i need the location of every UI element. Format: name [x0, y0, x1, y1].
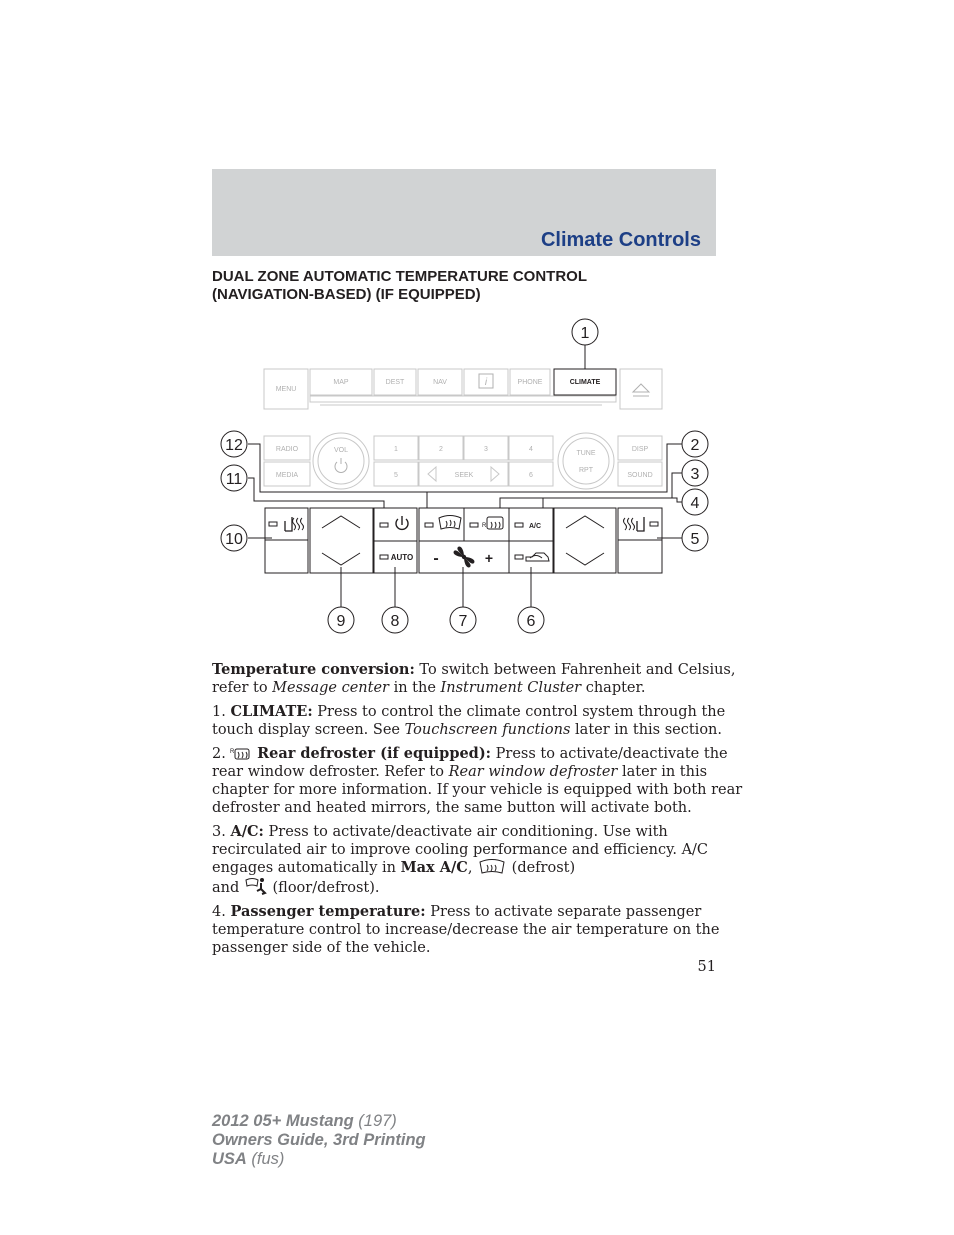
- front-defrost-button: [419, 508, 464, 541]
- footer-market-code: (fus): [246, 1150, 285, 1168]
- climate-label-text: CLIMATE:: [230, 703, 313, 720]
- footer-model: 2012 05+ Mustang: [212, 1112, 354, 1130]
- p1-text2: touch display screen. See: [212, 722, 405, 738]
- svg-text:10: 10: [225, 531, 243, 548]
- passenger-heated-seat-icon: [624, 517, 645, 531]
- svg-text:12: 12: [225, 437, 243, 454]
- rear-defrost-inline-letter: R: [230, 749, 235, 755]
- callout-10: [221, 525, 247, 551]
- vol-label: VOL: [333, 447, 349, 454]
- climate-panel: [265, 508, 662, 573]
- footer: [212, 1112, 426, 1169]
- front-defrost-icon: [439, 516, 461, 530]
- p2-text1: Press to activate/deactivate the: [491, 746, 728, 762]
- p0-text1: To switch between Fahrenheit and Celsius,: [414, 662, 736, 678]
- p3-text4: ,: [467, 860, 473, 876]
- fan-icon: [454, 547, 475, 568]
- passenger-temp-rocker: [554, 508, 616, 573]
- media-label: MEDIA: [275, 472, 299, 479]
- callout-7: [450, 607, 476, 633]
- nav-label: NAV: [433, 379, 447, 386]
- p3-text6: and: [212, 880, 240, 896]
- callout-6: [518, 607, 544, 633]
- callout-12: [221, 431, 247, 457]
- sound-label: SOUND: [627, 472, 653, 479]
- defrost-inline-icon: [477, 859, 507, 875]
- rear-defrost-indicator: [470, 523, 478, 527]
- ac-label-text: A/C:: [230, 823, 264, 840]
- tune-label: TUNE: [576, 450, 596, 457]
- disc-slot: [310, 396, 616, 402]
- max-ac-label: Max A/C: [400, 859, 468, 876]
- p3-number: 3.: [212, 824, 231, 840]
- instrument-cluster-ref: Instrument Cluster: [440, 680, 582, 696]
- passenger-temperature-label: Passenger temperature:: [230, 903, 426, 920]
- p3-text2: recirculated air to improve cooling performance and efficiency. A/C: [212, 842, 709, 858]
- p1-number: 1.: [212, 704, 231, 720]
- svg-text:2: 2: [690, 437, 700, 454]
- recirculation-icon: [526, 553, 549, 561]
- power-icon-radio: [335, 458, 347, 472]
- map-label: MAP: [333, 379, 349, 386]
- footer-guide: Owners Guide, 3rd Printing: [212, 1131, 426, 1149]
- rear-defrost-inline-icon: [230, 747, 252, 761]
- p3-text7: (floor/defrost).: [272, 880, 380, 896]
- recirculation-indicator: [515, 555, 523, 559]
- p2-text3: later in this: [617, 764, 708, 780]
- heated-seat-icon: [285, 517, 304, 531]
- rear-defrost-icon: [487, 517, 503, 529]
- p3-text5: (defrost): [511, 860, 576, 876]
- footer-model-code: (197): [353, 1112, 397, 1130]
- floor-defrost-inline-icon: [244, 877, 268, 895]
- info-icon-glyph: i: [484, 377, 488, 388]
- power-icon: [396, 516, 408, 529]
- ac-label: A/C: [528, 523, 542, 530]
- para-rear-defroster: [212, 745, 743, 817]
- svg-text:7: 7: [458, 613, 468, 630]
- svg-text:4: 4: [690, 495, 700, 512]
- preset-5-label: 5: [394, 472, 398, 479]
- section-heading-line2: (NAVIGATION-BASED) (IF EQUIPPED): [212, 286, 481, 303]
- preset-1-label: 1: [394, 446, 398, 453]
- touchscreen-functions-ref: Touchscreen functions: [404, 722, 571, 738]
- p4-text2: temperature control to increase/decrease the air temperature on the: [212, 922, 720, 938]
- seek-left-icon: [428, 467, 436, 481]
- disp-label: DISP: [631, 446, 649, 453]
- ac-indicator: [515, 523, 523, 527]
- p0-text2: refer to: [212, 680, 273, 696]
- callout-5: [682, 525, 708, 551]
- callout-4: [682, 489, 708, 515]
- body-text: [212, 661, 743, 963]
- callout-8: [382, 607, 408, 633]
- message-center-ref: Message center: [272, 680, 389, 696]
- radio-label: RADIO: [275, 446, 299, 453]
- driver-temp-rocker: [310, 508, 373, 573]
- rear-defrost-letter: R: [482, 523, 487, 529]
- seek-label: SEEK: [454, 472, 474, 479]
- passenger-seat-indicator: [650, 522, 658, 526]
- tune-knob-ring: [558, 433, 614, 489]
- svg-text:9: 9: [336, 613, 346, 630]
- menu-label: MENU: [275, 386, 297, 393]
- p4-number: 4.: [212, 904, 231, 920]
- section-heading: [212, 268, 732, 304]
- callout-2: [682, 431, 708, 457]
- svg-text:5: 5: [690, 531, 700, 548]
- p2-number: 2.: [212, 746, 231, 762]
- auto-label: AUTO: [390, 553, 414, 562]
- para-climate: [212, 703, 726, 739]
- chapter-header-band: [212, 169, 716, 256]
- power-indicator: [380, 523, 388, 527]
- p0-text3: in the: [388, 680, 441, 696]
- callout-11: [221, 465, 247, 491]
- para-temperature-conversion: [212, 661, 736, 697]
- rpt-label: RPT: [579, 467, 593, 474]
- svg-text:1: 1: [580, 325, 590, 342]
- dest-label: DEST: [385, 379, 405, 386]
- passenger-down-arrow-icon: [566, 553, 604, 565]
- para-ac: [212, 823, 722, 897]
- p0-text4: chapter.: [581, 680, 646, 696]
- svg-text:8: 8: [390, 613, 400, 630]
- p2-text5: defroster and heated mirrors, the same button will activate both.: [212, 800, 692, 816]
- p4-text3: passenger side of the vehicle.: [212, 940, 431, 956]
- driver-seat-indicator: [269, 522, 277, 526]
- front-defrost-indicator: [425, 523, 433, 527]
- svg-text:11: 11: [225, 471, 243, 488]
- p3-text1: Press to activate/deactivate air conditioning. Use with: [263, 824, 668, 840]
- p1-text1: Press to control the climate control system through the: [312, 704, 726, 720]
- page-number: 51: [697, 959, 716, 975]
- p2-text4: chapter for more information. If your vehicle is equipped with both rear: [212, 782, 743, 798]
- eject-icon: [633, 384, 649, 396]
- preset-4-label: 4: [529, 446, 533, 453]
- p1-text3: later in this section.: [570, 722, 723, 738]
- tune-knob: [563, 438, 609, 484]
- chapter-title: Climate Controls: [540, 229, 701, 251]
- preset-3-label: 3: [484, 446, 488, 453]
- svg-text:6: 6: [526, 613, 536, 630]
- climate-control-diagram: [212, 312, 716, 642]
- section-heading-line1: DUAL ZONE AUTOMATIC TEMPERATURE CONTROL: [212, 268, 587, 285]
- fan-plus: +: [484, 550, 494, 566]
- temperature-conversion-label: Temperature conversion:: [212, 661, 415, 678]
- preset-6-label: 6: [529, 472, 533, 479]
- callout-1: [572, 319, 598, 345]
- up-arrow-icon: [322, 516, 360, 528]
- eject-button: [620, 369, 662, 409]
- footer-market: USA: [212, 1150, 247, 1168]
- climate-control-diagram-svg: [212, 312, 716, 642]
- p3-text3: engages automatically in: [212, 860, 401, 876]
- climate-label: CLIMATE: [569, 379, 601, 386]
- nav-radio-panel: [264, 369, 662, 489]
- preset-2-label: 2: [439, 446, 443, 453]
- seek-right-icon: [491, 467, 499, 481]
- rear-window-defroster-ref: Rear window defroster: [448, 764, 618, 780]
- phone-label: PHONE: [517, 379, 543, 386]
- p2-text2: rear window defroster. Refer to: [212, 764, 449, 780]
- svg-text:3: 3: [690, 466, 700, 483]
- passenger-up-arrow-icon: [566, 516, 604, 528]
- fan-minus: -: [433, 550, 439, 567]
- down-arrow-icon: [322, 553, 360, 565]
- para-passenger-temperature: [212, 903, 722, 957]
- callout-9: [328, 607, 354, 633]
- auto-indicator: [380, 555, 388, 559]
- callout-3: [682, 460, 708, 486]
- p4-text1: Press to activate separate passenger: [425, 904, 702, 920]
- rear-defroster-label: Rear defroster (if equipped):: [257, 745, 492, 762]
